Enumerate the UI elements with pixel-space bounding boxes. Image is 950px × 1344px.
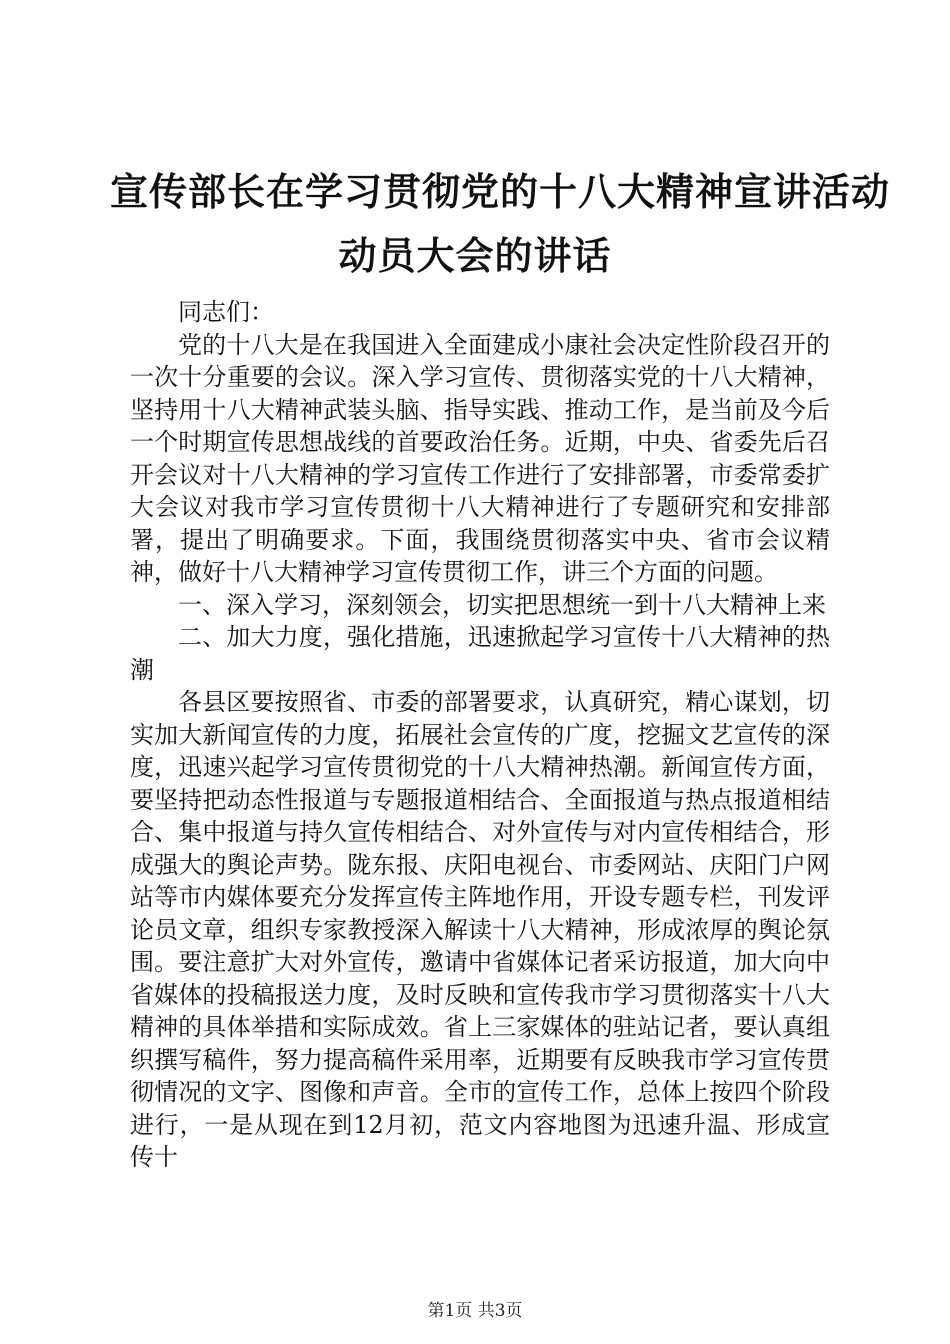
document-body: [130, 296, 830, 1174]
section-heading-1: 一、深入学习，深刻领会，切实把思想统一到十八大精神上来: [178, 590, 826, 619]
title-line-2: 动员大会的讲话: [338, 233, 612, 278]
page-number: 第1页 共3页: [427, 1301, 523, 1321]
paragraph-intro: 党的十八大是在我国进入全面建成小康社会决定性阶段召开的一次十分重要的会议。深入学习宣传、贯彻落实党的十八大精神，坚持用十八大精神武装头脑、指导实践、推动工作，是当前及今后一个时期宣传思想战线的首要政治任务。近期，中央、省委先后召开会议对十八大精神的学习宣传工作进行了安排部署，市委常委扩大会议对我市学习宣传贯彻十八大精神进行了专题研究和安排部署，提出了明确要求。下面，我围绕贯彻落实中央、省市会议精神，做好十八大精神学习宣传贯彻工作，讲三个方面的问题。: [130, 330, 830, 586]
title-line-1: 宣传部长在学习贯彻党的十八大精神宣讲活动: [110, 169, 891, 214]
salutation: 同志们：: [178, 298, 274, 326]
paragraph-section-2: 各县区要按照省、市委的部署要求，认真研究，精心谋划，切实加大新闻宣传的力度，拓展社会宣传的广度，挖掘文艺宣传的深度，迅速兴起学习宣传贯彻党的十八大精神热潮。新闻宣传方面，要坚持把动态性报道与专题报道相结合、全面报道与热点报道相结合、集中报道与持久宣传相结合、对外宣传与对内宣传相结合，形成强大的舆论声势。陇东报、庆阳电视台、市委网站、庆阳门户网站等市内媒体要充分发挥宣传主阵地作用，开设专题专栏，刊发评论员文章，组织专家教授深入解读十八大精神，形成浓厚的舆论氛围。要注意扩大对外宣传，邀请中省媒体记者采访报道，加大向中省媒体的投稿报送力度，及时反映和宣传我市学习贯彻落实十八大精神的具体举措和实际成效。省上三家媒体的驻站记者，要认真组织撰写稿件，努力提高稿件采用率，近期要有反映我市学习宣传贯彻情况的文字、图像和声音。全市的宣传工作，总体上按四个阶段进行，一是从现在到12月初，范文内容地图为迅速升温、形成宣传十: [130, 688, 830, 1171]
document-title: [110, 160, 891, 288]
section-heading-2: 二、加大力度，强化措施，迅速掀起学习宣传十八大精神的热潮: [130, 623, 830, 684]
